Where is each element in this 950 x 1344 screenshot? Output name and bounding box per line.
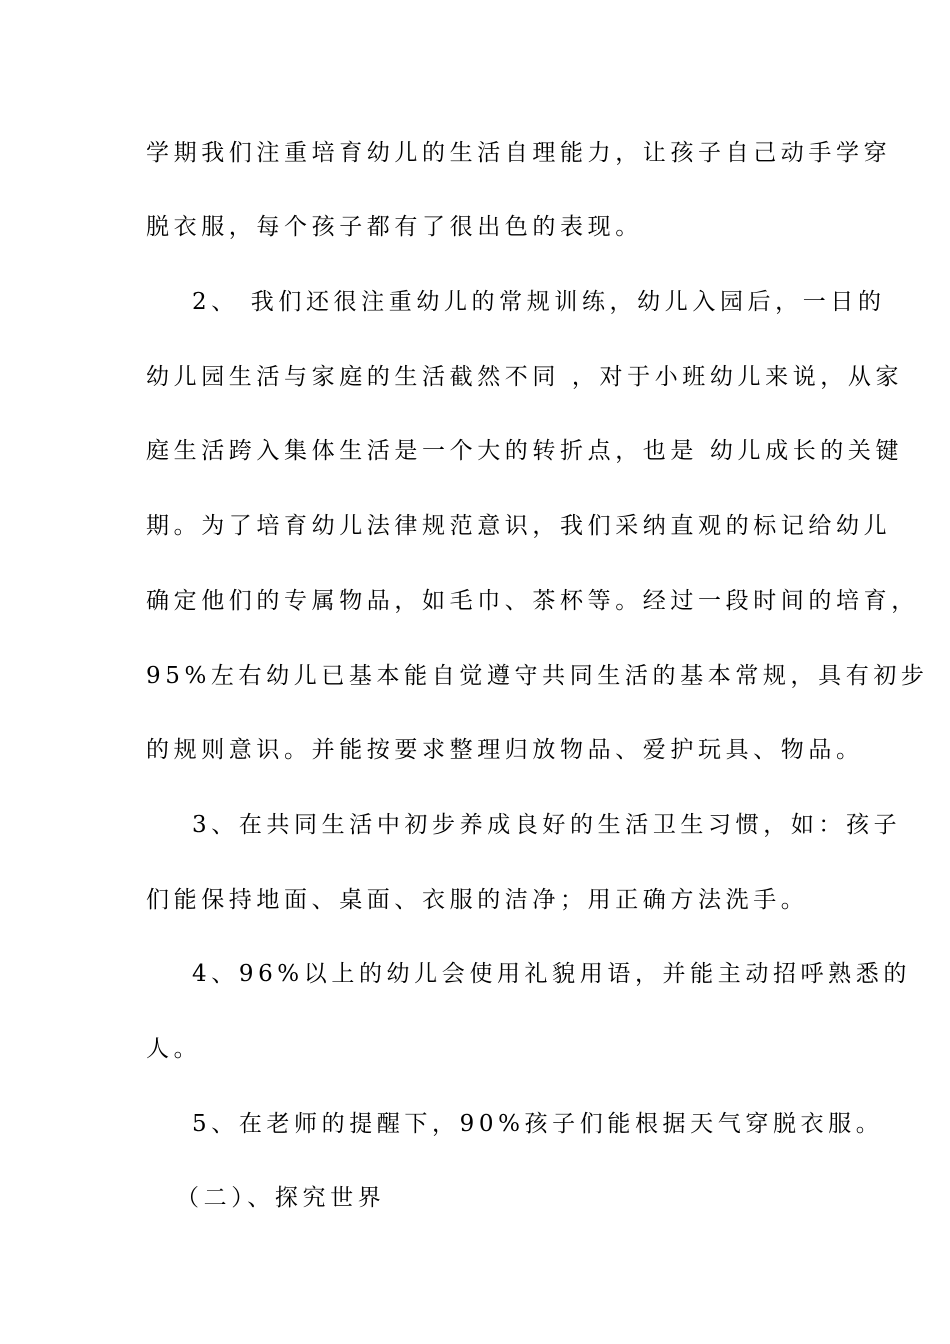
paragraph-line: 期。为了培育幼儿法律规范意识，我们采纳直观的标记给幼儿 [146,513,892,539]
paragraph-line: 人。 [146,1036,202,1062]
paragraph-line: 庭生活跨入集体生活是一个大的转折点，也是 幼儿成长的关键 [146,438,904,464]
paragraph-line: 的规则意识。并能按要求整理归放物品、爱护玩具、物品。 [146,737,864,763]
paragraph-line: 脱衣服，每个孩子都有了很出色的表现。 [146,214,643,240]
paragraph-line: 们能保持地面、桌面、衣服的洁净；用正确方法洗手。 [146,887,809,913]
paragraph-line: 95%左右幼儿已基本能自觉遵守共同生活的基本常规，具有初步 [146,663,929,689]
list-item-line: 4、96%以上的幼儿会使用礼貌用语，并能主动招呼熟悉的 [192,961,911,987]
paragraph-line: 确定他们的专属物品，如毛巾、茶杯等。经过一段时间的培育， [146,588,919,614]
paragraph-line: 幼儿园生活与家庭的生活截然不同 ，对于小班幼儿来说，从家 [146,364,904,390]
list-item-line: 2、 我们还很注重幼儿的常规训练，幼儿入园后，一日的 [192,289,886,315]
paragraph-line: 学期我们注重培育幼儿的生活自理能力，让孩子自己动手学穿 [146,140,892,166]
section-heading: （二）、探究世界 [176,1185,386,1211]
list-item-line: 3、在共同生活中初步养成良好的生活卫生习惯，如：孩子 [192,812,902,838]
list-item-line: 5、在老师的提醒下，90%孩子们能根据天气穿脱衣服。 [192,1111,884,1137]
